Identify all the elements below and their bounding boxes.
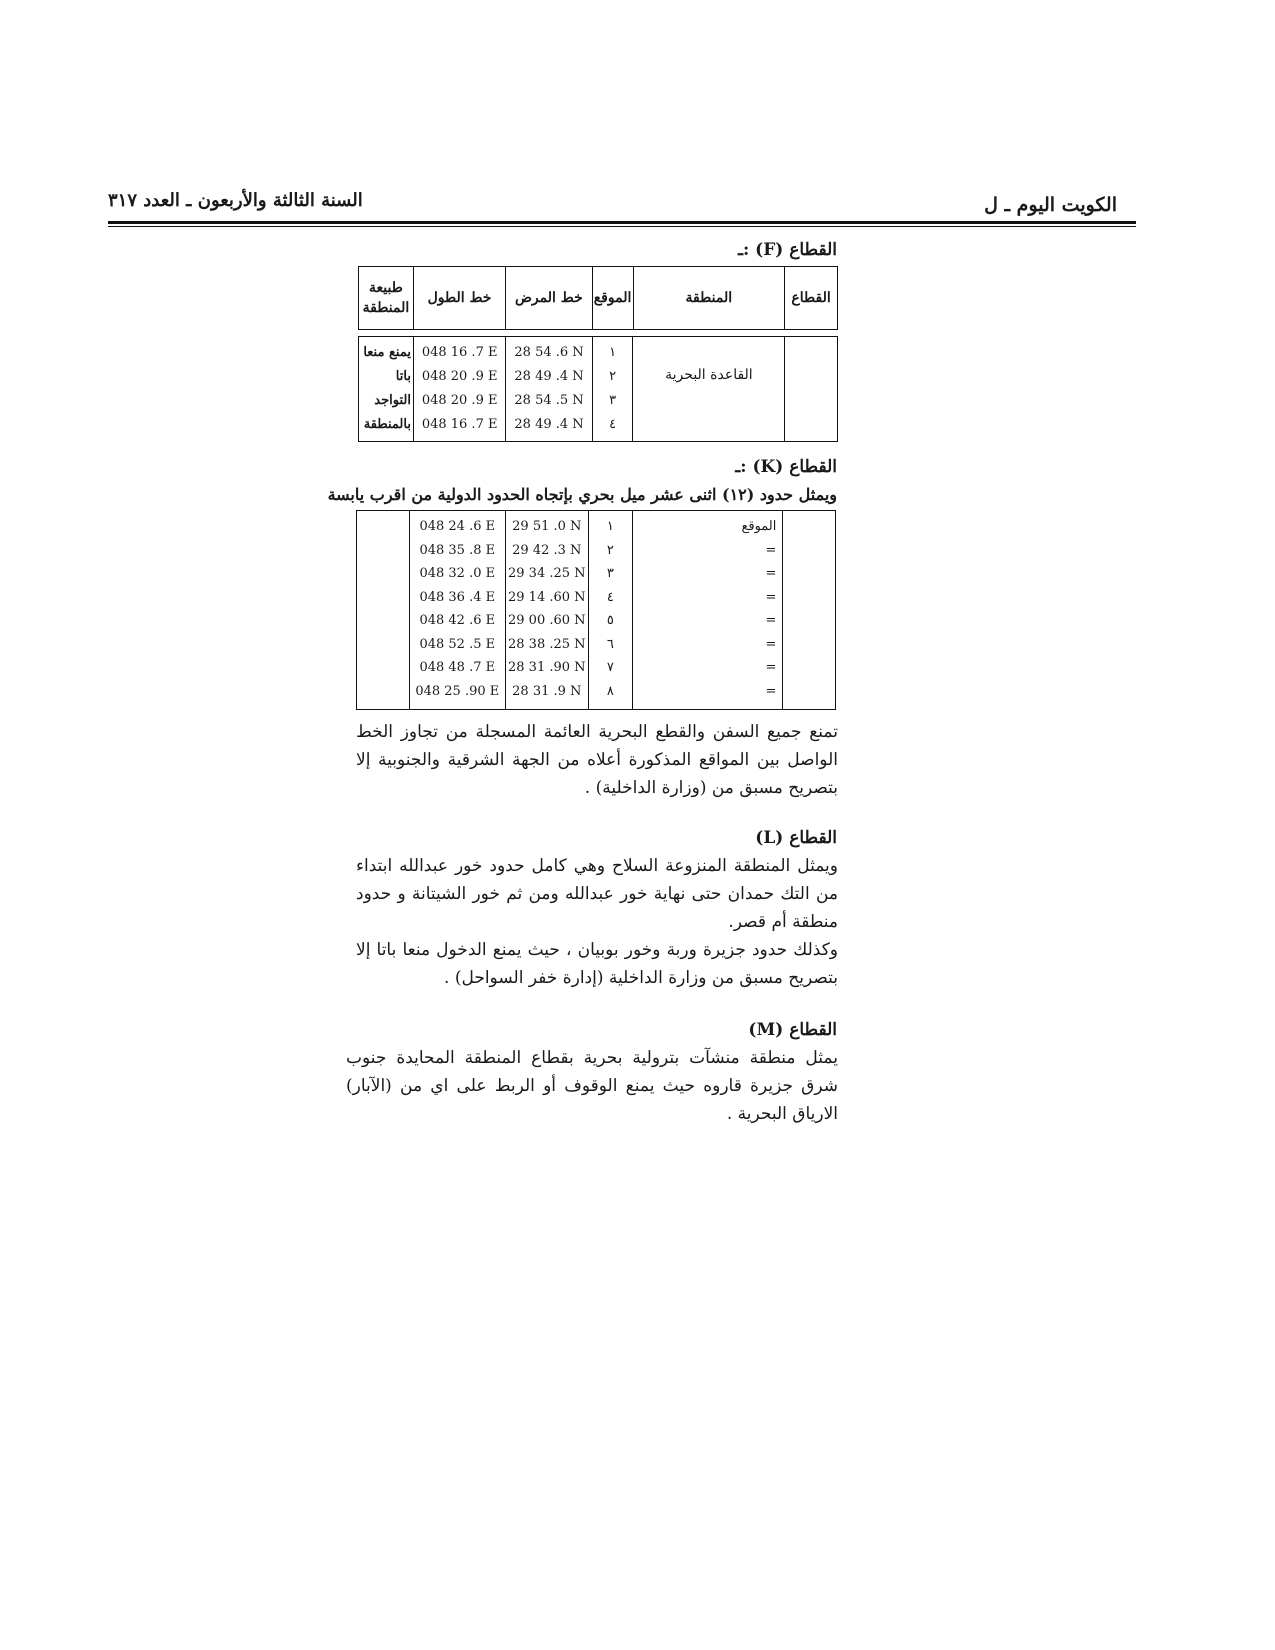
longitude-value: 048 24 .6 E: [419, 519, 496, 534]
latitude-value: 28 49 .4 N: [514, 369, 584, 384]
running-header-issue: السنة الثالثة والأربعون ـ العدد ٣١٧: [108, 190, 363, 211]
latitude-value: 28 31 .9 N: [512, 683, 582, 699]
sector-cell: [783, 511, 836, 710]
longitude-value: 048 36 .4 E: [419, 589, 496, 605]
longitude-cell: [409, 511, 505, 710]
longitude-cell: [413, 337, 505, 442]
sector-m-title: القطاع (M): [748, 1020, 837, 1040]
longitude-value: 048 20 .9 E: [421, 369, 498, 384]
longitude-value: 048 42 .6 E: [419, 613, 496, 628]
area-value: =: [765, 660, 777, 675]
sector-f-header-table: [358, 266, 838, 330]
longitude-value: 048 32 .0 E: [419, 566, 496, 581]
area-value: =: [765, 683, 777, 699]
area-value: =: [765, 542, 777, 558]
col-sector-header: القطاع: [785, 267, 838, 330]
nature-line: باتا: [395, 369, 411, 384]
longitude-value: 048 16 .7 E: [421, 345, 498, 360]
col-latitude-header: خط المرض: [506, 267, 592, 330]
nature-line: يمنع منعا: [363, 345, 411, 360]
sector-k-title: القطاع (K) :ـ: [735, 457, 837, 477]
sector-l-title: القطاع (L): [755, 828, 837, 848]
col-position-header: الموقع: [592, 267, 633, 330]
running-header-title: الكويت اليوم ـ ل: [984, 194, 1117, 216]
latitude-value: 28 54 .6 N: [514, 345, 584, 360]
sector-k-description: ويمثل حدود (١٢) اثنى عشر ميل بحري بإتجاه الحدود الدولية من اقرب يابسة: [327, 485, 837, 504]
area-value: =: [765, 613, 777, 628]
position-value: ٤: [609, 417, 617, 432]
col-area-header: المنطقة: [633, 267, 785, 330]
nature-cell: [359, 337, 414, 442]
col-nature-header: طبيعة المنطقة: [359, 267, 414, 330]
sector-cell: [785, 337, 838, 442]
area-value: الموقع: [741, 519, 777, 534]
nature-line: بالمنطقة: [363, 417, 411, 432]
sector-k-table: [356, 510, 836, 710]
position-value: ٢: [606, 542, 614, 558]
sector-k-note: تمنع جميع السفن والقطع البحرية العائمة المسجلة من تجاوز الخط الواصل بين المواقع المذكورة أعلاه من الجهة الشرقية والجنوبية إلا بتصريح مسبق من (وزارة الداخلية) .: [356, 722, 838, 798]
area-value: =: [765, 636, 777, 652]
position-value: ١: [609, 345, 617, 360]
position-value: ٦: [606, 636, 614, 652]
longitude-value: 048 16 .7 E: [421, 417, 498, 432]
position-cell: [592, 337, 633, 442]
latitude-value: 28 54 .5 N: [514, 393, 584, 408]
sector-f-title: القطاع (F) :ـ: [737, 240, 837, 260]
latitude-cell: [506, 511, 589, 710]
latitude-value: 28 38 .25 N: [508, 636, 586, 652]
longitude-value: 048 48 .7 E: [419, 660, 496, 675]
header-rule-thick: [108, 221, 1136, 224]
latitude-value: 29 00 .60 N: [508, 613, 586, 628]
longitude-value: 048 52 .5 E: [419, 636, 496, 652]
area-value: =: [765, 589, 777, 605]
sector-m-paragraph: يمثل منطقة منشآت بترولية بحرية بقطاع المنطقة المحايدة جنوب شرق جزيرة قاروه حيث يمنع الوقوف أو الربط على اي من (الآبار) الارياق البحرية .: [346, 1048, 838, 1124]
longitude-value: 048 20 .9 E: [421, 393, 498, 408]
position-value: ١: [606, 519, 614, 534]
latitude-value: 29 51 .0 N: [512, 519, 582, 534]
position-value: ٧: [606, 660, 614, 675]
latitude-value: 28 31 .90 N: [508, 660, 586, 675]
area-name: القاعدة البحرية: [665, 367, 753, 383]
sector-f-data-table: [358, 336, 838, 442]
position-value: ٣: [609, 393, 617, 408]
position-value: ٣: [606, 566, 614, 581]
position-value: ٤: [606, 589, 614, 605]
position-value: ٨: [606, 683, 614, 699]
latitude-value: 29 14 .60 N: [508, 589, 586, 605]
position-value: ٥: [606, 613, 614, 628]
latitude-value: 29 42 .3 N: [512, 542, 582, 558]
sector-l-paragraph-1: ويمثل المنطقة المنزوعة السلاح وهي كامل حدود خور عبدالله ابتداء من التك حمدان حتى نهاية خور عبدالله ومن ثم خور الشيتانة و حدود منطقة أم قصر.: [356, 856, 838, 932]
position-cell: [588, 511, 633, 710]
area-cell: [633, 511, 783, 710]
area-cell: [633, 337, 785, 442]
latitude-value: 29 34 .25 N: [508, 566, 586, 581]
longitude-value: 048 25 .90 E: [415, 683, 500, 699]
col-longitude-header: خط الطول: [413, 267, 505, 330]
latitude-cell: [506, 337, 592, 442]
longitude-value: 048 35 .8 E: [419, 542, 496, 558]
sector-l-paragraph-2: وكذلك حدود جزيرة وربة وخور بوبيان ، حيث يمنع الدخول منعا باتا إلا بتصريح مسبق من وزارة الداخلية (إدارة خفر السواحل) .: [356, 940, 838, 988]
nature-line: التواجد: [374, 393, 411, 408]
position-value: ٢: [609, 369, 617, 384]
header-rule-thin: [108, 226, 1136, 227]
nature-cell: [357, 511, 410, 710]
area-value: =: [765, 566, 777, 581]
latitude-value: 28 49 .4 N: [514, 417, 584, 432]
